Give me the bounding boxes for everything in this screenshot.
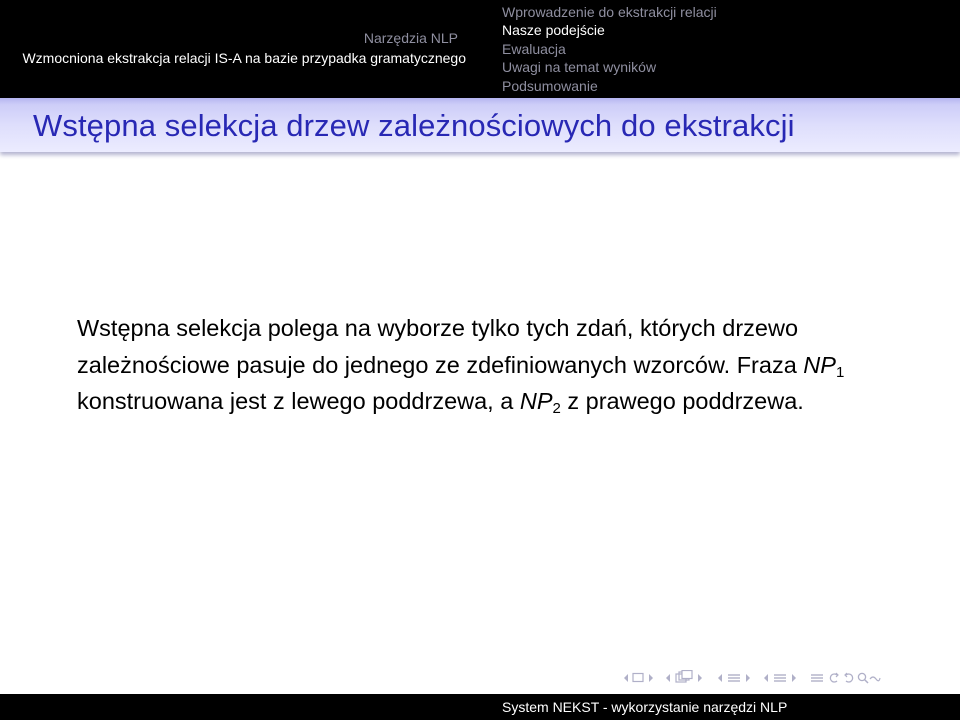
- nav-search-icon[interactable]: [828, 670, 882, 686]
- np1-letters: NP: [803, 351, 836, 378]
- section-navigation: [502, 3, 717, 95]
- np2-subscript: 2: [552, 400, 561, 417]
- nav-document-icon[interactable]: [808, 670, 826, 686]
- nav-item-ewaluacja[interactable]: Ewaluacja: [502, 40, 566, 57]
- body-text-part1: Wstępna selekcja polega na wyborze tylko tych zdań, których drzewo zależnościowe pasuje do jednego ze zdefiniowanych wzorców. Fraza: [77, 315, 804, 378]
- np1-subscript: 1: [835, 363, 845, 381]
- nav-appendix-icon[interactable]: [762, 670, 806, 686]
- np2-letters: NP: [519, 388, 553, 414]
- nav-subsection-icon[interactable]: [664, 670, 714, 686]
- body-paragraph: [77, 310, 897, 420]
- nav-item-wprowadzenie[interactable]: Wprowadzenie do ekstrakcji relacji: [502, 4, 717, 20]
- np1-term: [803, 351, 845, 381]
- nav-item-nasze-podejscie[interactable]: Nasze podejście: [502, 22, 605, 39]
- body-text-part2: konstruowana jest z lewego poddrzewa, a: [77, 388, 520, 414]
- footer-bar: [0, 694, 960, 720]
- presentation-title-label[interactable]: Wzmocniona ekstrakcja relacji IS-A na bazie przypadka gramatycznego: [22, 50, 466, 66]
- current-section-label[interactable]: Narzędzia NLP: [363, 30, 458, 46]
- frame-title-bar: [0, 98, 960, 152]
- header-left: [0, 0, 480, 98]
- nav-frame-icon[interactable]: [622, 670, 662, 686]
- beamer-navigation-symbols: [622, 669, 882, 687]
- np2-term: [519, 388, 561, 417]
- footer-title: System NEKST - wykorzystanie narzędzi NLP: [502, 699, 788, 715]
- header-navigation-bar: [0, 0, 960, 98]
- nav-item-uwagi[interactable]: Uwagi na temat wyników: [502, 59, 657, 76]
- nav-section-icon[interactable]: [716, 670, 760, 686]
- nav-item-podsumowanie[interactable]: Podsumowanie: [502, 77, 598, 94]
- frame-title: Wstępna selekcja drzew zależnościowych do ekstrakcji: [33, 108, 795, 143]
- body-text-part3: z prawego poddrzewa.: [560, 388, 804, 414]
